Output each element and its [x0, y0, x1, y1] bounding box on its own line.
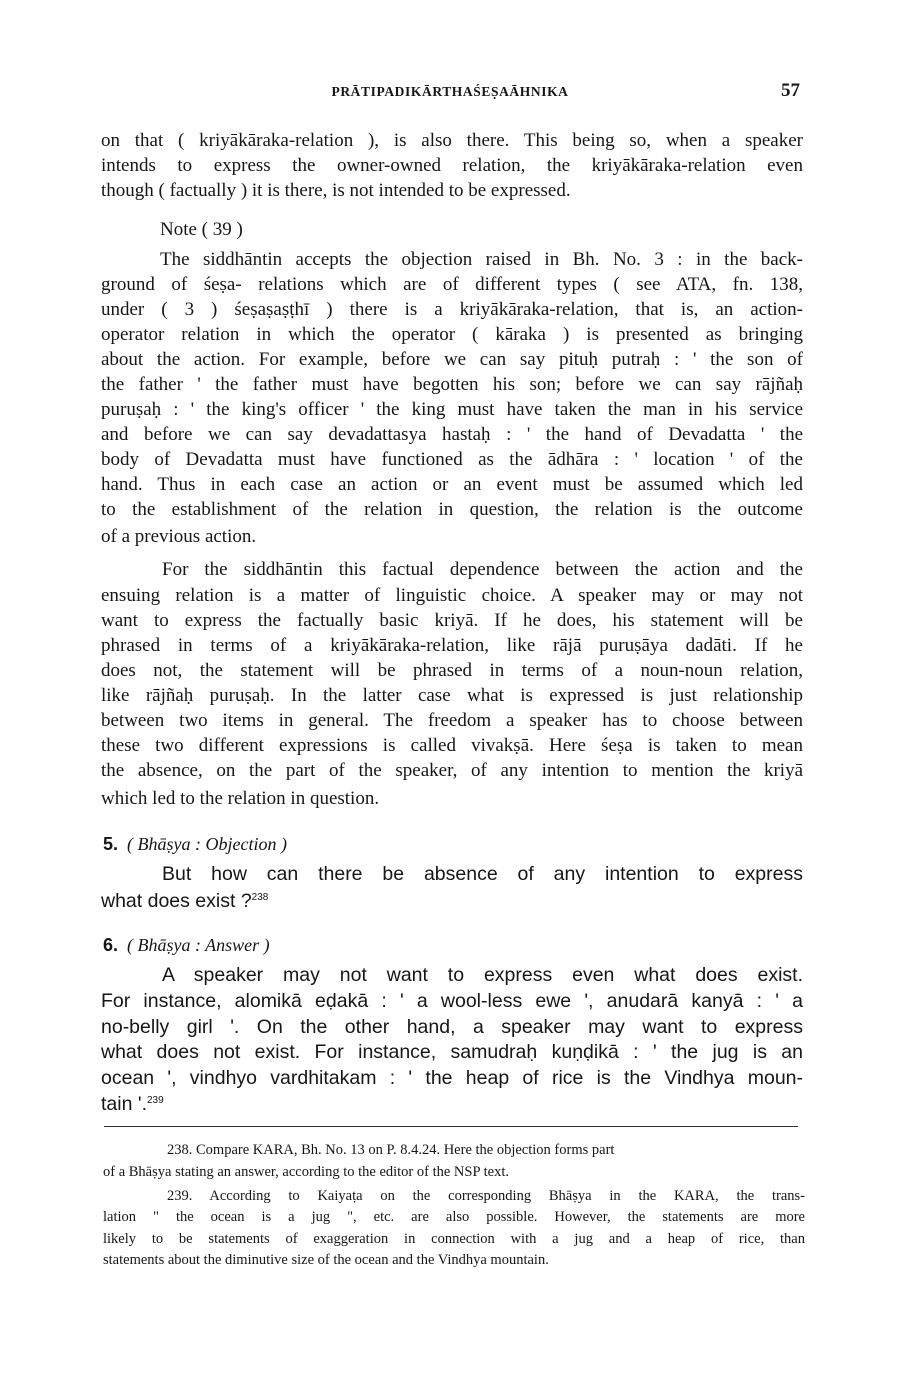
page-header	[100, 80, 800, 106]
footnote-239-line: 239. According to Kaiyaṭa on the corresponding Bhāṣya in the KARA, the trans-	[167, 1188, 805, 1204]
text-line: which led to the relation in question.	[101, 788, 380, 809]
footnote-divider	[104, 1126, 798, 1127]
note-heading: Note ( 39 )	[160, 219, 243, 240]
text-line: A speaker may not want to express even what does exist.	[162, 964, 803, 986]
text-line: The siddhāntin accepts the objection raised in Bh. No. 3 : in the back-	[160, 249, 803, 270]
text-line: on that ( kriyākāraka-relation ), is also there. This being so, when a speaker	[101, 130, 803, 151]
text-line: no-belly girl '. On the other hand, a speaker may want to express	[101, 1016, 803, 1038]
footnote-ref-238[interactable]: 238	[251, 892, 269, 903]
text-line: under ( 3 ) śeṣaṣaṣṭhī ) there is a kriyākāraka-relation, that is, an action-	[101, 299, 803, 320]
text-line: But how can there be absence of any intention to express	[162, 863, 803, 885]
text-line: For the siddhāntin this factual dependence between the action and the	[162, 559, 803, 580]
section-6-heading	[103, 935, 270, 956]
section-5-heading	[103, 834, 287, 855]
text-line: For instance, alomikā eḍakā : ' a wool-less ewe ', anudarā kanyā : ' a	[101, 990, 803, 1012]
text-line: operator relation in which the operator ( kāraka ) is presented as bringing	[101, 324, 803, 345]
footnote-ref-239[interactable]: 239	[147, 1095, 164, 1106]
text-line: puruṣaḥ : ' the king's officer ' the king must have taken the man in his service	[101, 399, 803, 420]
text-line: the absence, on the part of the speaker, of any intention to mention the kriyā	[101, 760, 803, 781]
text-line: though ( factually ) it is there, is not intended to be expressed.	[101, 180, 571, 201]
footnote-239-line: lation " the ocean is a jug ", etc. are also possible. However, the statements are more	[103, 1209, 805, 1225]
text-line: between two items in general. The freedom a speaker has to choose between	[101, 710, 803, 731]
section-number: 5.	[103, 834, 119, 854]
text-line: hand. Thus in each case an action or an event must be assumed which led	[101, 474, 803, 495]
footnote-238-line: 238. Compare KARA, Bh. No. 13 on P. 8.4.24. Here the objection forms part	[167, 1142, 615, 1158]
footnote-238-line: of a Bhāṣya stating an answer, according to the editor of the NSP text.	[103, 1164, 509, 1180]
text-line: ensuing relation is a matter of linguistic choice. A speaker may or may not	[101, 585, 803, 606]
text-line: to the establishment of the relation in question, the relation is the outcome	[101, 499, 803, 520]
text-line: tain '.$^{239}$	[101, 1093, 164, 1115]
section-number: 6.	[103, 935, 119, 955]
section-title: ( Bhāṣya : Objection )	[127, 834, 287, 854]
text-line: ocean ', vindhyo vardhitakam : ' the heap of rice is the Vindhya moun-	[101, 1067, 803, 1089]
text-line: what does exist ?$^{238}$	[101, 890, 269, 912]
footnote-239-line: statements about the diminutive size of the ocean and the Vindhya mountain.	[103, 1252, 549, 1268]
running-title: PRĀTIPADIKĀRTHAŚEṢAĀHNIKA	[331, 84, 569, 99]
footnote-239-line: likely to be statements of exaggeration in connection with a jug and a heap of rice, than	[103, 1231, 805, 1247]
text-line: phrased in terms of a kriyākāraka-relation, like rājā puruṣāya dadāti. If he	[101, 635, 803, 656]
text-line: like rājñaḥ puruṣaḥ. In the latter case what is expressed is just relationship	[101, 685, 803, 706]
text-line: want to express the factually basic kriyā. If he does, his statement will be	[101, 610, 803, 631]
text-line: intends to express the owner-owned relation, the kriyākāraka-relation even	[101, 155, 803, 176]
text-line: does not, the statement will be phrased in terms of a noun-noun relation,	[101, 660, 803, 681]
text-line: these two different expressions is called vivakṣā. Here śeṣa is taken to mean	[101, 735, 803, 756]
text-line: of a previous action.	[101, 526, 257, 547]
text-line: what does not exist. For instance, samudraḥ kuṇḍikā : ' the jug is an	[101, 1041, 803, 1063]
text-line: ground of śeṣa- relations which are of different types ( see ATA, fn. 138,	[101, 274, 803, 295]
text-line: about the action. For example, before we can say pituḥ putraḥ : ' the son of	[101, 349, 803, 370]
section-title: ( Bhāṣya : Answer )	[127, 935, 270, 955]
text-line: and before we can say devadattasya hastaḥ : ' the hand of Devadatta ' the	[101, 424, 803, 445]
text-line: the father ' the father must have begotten his son; before we can say rājñaḥ	[101, 374, 803, 395]
text-line: body of Devadatta must have functioned as the ādhāra : ' location ' of the	[101, 449, 803, 470]
page-number: 57	[781, 80, 800, 101]
